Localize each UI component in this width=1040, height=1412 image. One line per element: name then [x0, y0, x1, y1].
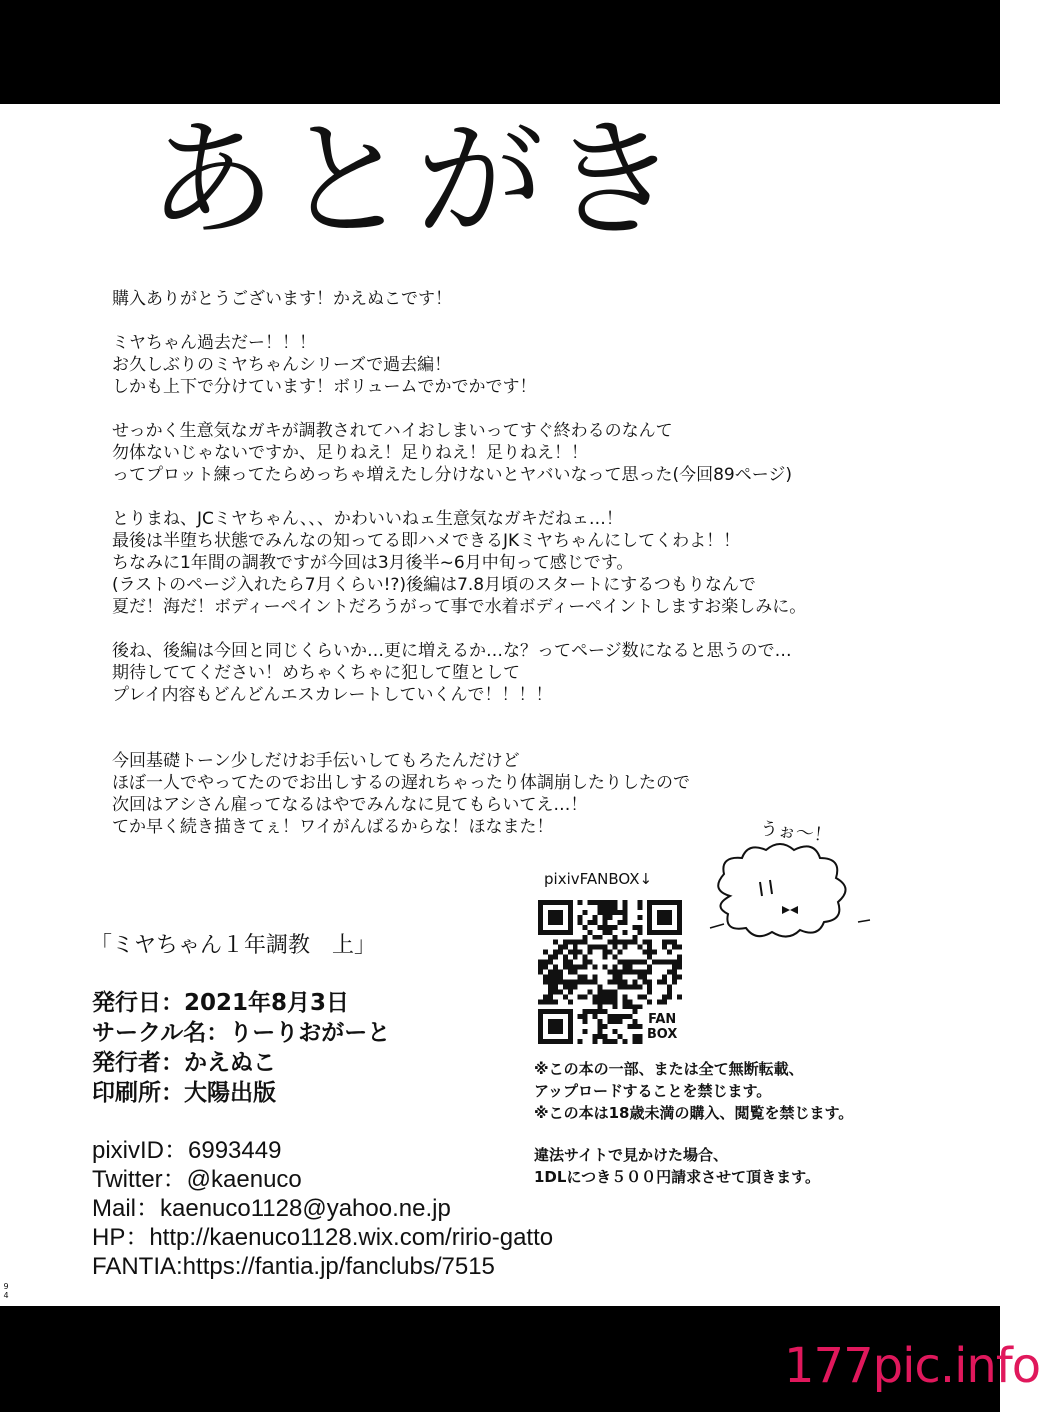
- fanbox-label: pixivFANBOX↓: [544, 870, 653, 888]
- colophon: [92, 988, 390, 1108]
- pixiv-id: pixivID：6993449: [92, 1137, 282, 1164]
- mail-address: Mail：kaenuco1128@yahoo.ne.jp: [92, 1195, 451, 1222]
- piracy-notice-line: 1DLにつき５００円請求させて頂きます。: [534, 1168, 820, 1186]
- printer: 印刷所：大陽出版: [92, 1080, 276, 1106]
- message-line: せっかく生意気なガキが調教されてハイおしまいってすぐ終わるのなんて: [112, 421, 673, 441]
- fanbox-qr-code-icon[interactable]: [538, 900, 682, 1044]
- message-block-story: [112, 508, 902, 618]
- fluffy-mascot-icon: [690, 836, 890, 956]
- notice-line: ※この本は18歳未満の購入、閲覧を禁じます。: [534, 1104, 854, 1122]
- notice-line: アップロードすることを禁じます。: [534, 1082, 772, 1100]
- afterword-message: [112, 288, 902, 838]
- contact-list: [92, 1136, 553, 1281]
- notice-line: ※この本の一部、または全て無断転載、: [534, 1060, 804, 1078]
- message-line: とりまね、JCミヤちゃん、、、かわいいねェ生意気なガキだねェ…！: [112, 509, 623, 529]
- message-block-sequel: [112, 640, 902, 706]
- message-line: 夏だ！海だ！ボディーペイントだろうがって事で水着ボディーペイントしますお楽しみに。: [112, 597, 807, 617]
- message-line: ちなみに1年間の調教ですが今回は3月後半~6月中旬って感じです。: [112, 553, 634, 573]
- message-block-greeting: [112, 288, 902, 310]
- message-line: 今回基礎トーン少しだけお手伝いしてもろたんだけど: [112, 751, 520, 771]
- mascot-speech: うぉ〜！: [758, 818, 833, 847]
- twitter-handle: Twitter：@kaenuco: [92, 1166, 302, 1193]
- message-line: しかも上下で分けています！ボリュームでかでかです！: [112, 377, 537, 397]
- message-line: 最後は半堕ち状態でみんなの知ってる即ハメできるJKミヤちゃんにしてくわよ！！: [112, 531, 741, 551]
- homepage-url: HP：http://kaenuco1128.wix.com/ririo-gatto: [92, 1224, 554, 1251]
- message-line: ほぼ一人でやってたのでお出しするの遅れちゃったり体調崩したりしたので: [112, 773, 690, 793]
- message-block-series: [112, 332, 902, 398]
- message-line: 期待しててください！めちゃくちゃに犯して堕として: [112, 663, 520, 683]
- message-line: 勿体ないじゃないですか、足りねえ！足りねえ！足りねえ！！: [112, 443, 588, 463]
- message-block-plot: [112, 420, 902, 486]
- publisher: 発行者：かえぬこ: [92, 1050, 276, 1076]
- fantia-url: FANTIA:https://fantia.jp/fanclubs/7515: [92, 1253, 495, 1280]
- release-date: 発行日：2021年8月3日: [92, 990, 350, 1016]
- message-line: お久しぶりのミヤちゃんシリーズで過去編！: [112, 355, 452, 375]
- top-black-bar: [0, 0, 1000, 104]
- piracy-notice-line: 違法サイトで見かけた場合、: [534, 1146, 728, 1164]
- page-number: 9 4: [3, 1282, 9, 1300]
- copyright-notices: [534, 1058, 853, 1188]
- site-watermark: 177pic.info: [784, 1338, 1040, 1394]
- afterword-page: [0, 104, 1000, 1306]
- message-line: てか早く続き描きてぇ！ワイがんばるからな！ほなまた！: [112, 817, 554, 837]
- afterword-heading: あとがき: [148, 106, 685, 255]
- message-line: 後ね、後編は今回と同じくらいか…更に増えるか…な？ってページ数になると思うので…: [112, 641, 792, 661]
- message-line: ミヤちゃん過去だー！！！: [112, 333, 316, 353]
- message-line: 次回はアシさん雇ってなるはやでみんなに見てもらいてえ…！: [112, 795, 588, 815]
- message-line: プレイ内容もどんどんエスカレートしていくんで！！！！: [112, 685, 553, 705]
- book-title: 「ミヤちゃん１年調教 上」: [90, 933, 377, 958]
- message-line: (ラストのページ入れたら7月くらい!?)後編は7.8月頃のスタートにするつもりなんで: [112, 575, 756, 595]
- message-line: 購入ありがとうございます！かえぬこです！: [112, 289, 452, 309]
- message-line: ってプロット練ってたらめっちゃ増えたし分けないとヤバいなって思った(今回89ページ): [112, 465, 793, 485]
- fanbox-badge-top: FAN: [648, 1012, 677, 1028]
- circle-name: サークル名：りーりおがーと: [92, 1020, 391, 1046]
- fanbox-badge-bottom: BOX: [646, 1027, 678, 1043]
